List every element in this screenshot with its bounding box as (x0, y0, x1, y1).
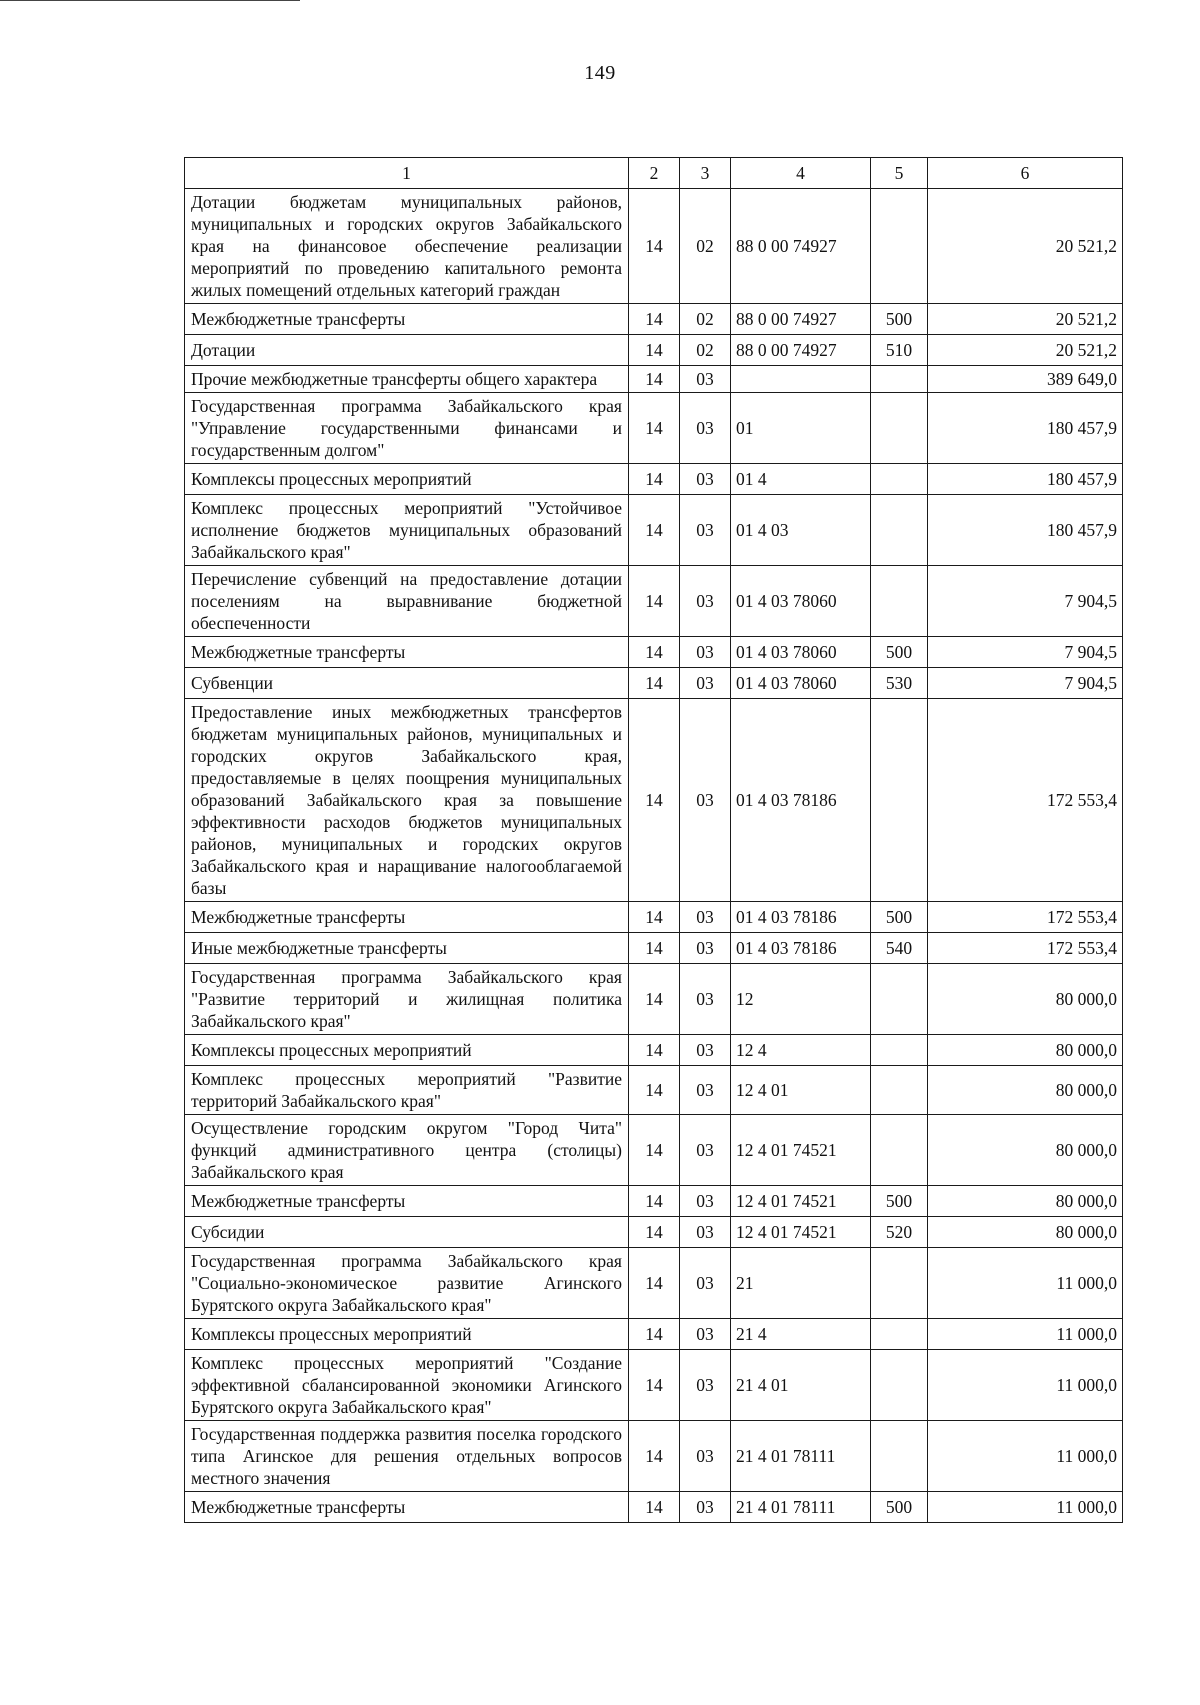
row-subsection: 03 (680, 1492, 731, 1523)
row-subsection: 03 (680, 464, 731, 495)
row-amount: 172 553,4 (928, 699, 1123, 902)
table-row (185, 566, 1123, 637)
row-amount: 180 457,9 (928, 393, 1123, 464)
row-section: 14 (629, 699, 680, 902)
row-name: Комплекс процессных мероприятий "Создание эффективной сбалансированной экономики Агинского Бурятского округа Забайкальского края" (185, 1350, 629, 1421)
row-expense-type (871, 495, 928, 566)
row-expense-type (871, 189, 928, 304)
budget-table (184, 157, 1123, 1523)
row-target-article: 21 4 (731, 1319, 871, 1350)
row-target-article: 01 (731, 393, 871, 464)
row-target-article: 12 4 01 74521 (731, 1115, 871, 1186)
table-row (185, 902, 1123, 933)
row-amount: 11 000,0 (928, 1421, 1123, 1492)
row-target-article: 12 4 01 (731, 1066, 871, 1115)
row-target-article (731, 366, 871, 393)
row-section: 14 (629, 495, 680, 566)
row-expense-type: 500 (871, 1492, 928, 1523)
table-row (185, 335, 1123, 366)
row-amount: 7 904,5 (928, 668, 1123, 699)
top-rule (0, 0, 300, 1)
row-subsection: 03 (680, 933, 731, 964)
table-row (185, 1066, 1123, 1115)
row-amount: 80 000,0 (928, 1186, 1123, 1217)
table-row (185, 1319, 1123, 1350)
row-name: Межбюджетные трансферты (185, 902, 629, 933)
row-subsection: 03 (680, 495, 731, 566)
row-expense-type (871, 1319, 928, 1350)
row-subsection: 03 (680, 1421, 731, 1492)
page-number: 149 (584, 62, 616, 84)
row-target-article: 88 0 00 74927 (731, 335, 871, 366)
row-subsection: 03 (680, 1115, 731, 1186)
row-section: 14 (629, 1350, 680, 1421)
table-row (185, 1035, 1123, 1066)
row-target-article: 21 4 01 78111 (731, 1421, 871, 1492)
row-subsection: 03 (680, 1035, 731, 1066)
row-amount: 180 457,9 (928, 495, 1123, 566)
row-section: 14 (629, 566, 680, 637)
column-header: 4 (731, 158, 871, 189)
table-row (185, 699, 1123, 902)
row-section: 14 (629, 1492, 680, 1523)
row-section: 14 (629, 1186, 680, 1217)
row-expense-type (871, 1248, 928, 1319)
row-expense-type (871, 393, 928, 464)
table-body (185, 189, 1123, 1523)
row-target-article: 01 4 03 78186 (731, 902, 871, 933)
row-expense-type (871, 699, 928, 902)
table-row (185, 964, 1123, 1035)
row-subsection: 03 (680, 393, 731, 464)
table-row (185, 1217, 1123, 1248)
row-amount: 80 000,0 (928, 964, 1123, 1035)
table-row (185, 1350, 1123, 1421)
row-expense-type: 540 (871, 933, 928, 964)
table-row (185, 1248, 1123, 1319)
row-expense-type (871, 566, 928, 637)
row-subsection: 03 (680, 637, 731, 668)
row-amount: 20 521,2 (928, 335, 1123, 366)
row-expense-type: 500 (871, 304, 928, 335)
row-subsection: 03 (680, 1319, 731, 1350)
row-target-article: 01 4 03 78060 (731, 637, 871, 668)
row-section: 14 (629, 1248, 680, 1319)
table-row (185, 189, 1123, 304)
row-expense-type (871, 1035, 928, 1066)
row-amount: 80 000,0 (928, 1115, 1123, 1186)
table-row (185, 393, 1123, 464)
row-section: 14 (629, 1421, 680, 1492)
row-amount: 389 649,0 (928, 366, 1123, 393)
row-subsection: 02 (680, 335, 731, 366)
row-name: Дотации бюджетам муниципальных районов, муниципальных и городских округов Забайкальского края на финансовое обеспечение реализации мероприятий по проведению капитального ремонта жилых помещений отдельных категорий граждан (185, 189, 629, 304)
row-expense-type (871, 964, 928, 1035)
table-row (185, 637, 1123, 668)
row-target-article: 21 (731, 1248, 871, 1319)
row-amount: 80 000,0 (928, 1066, 1123, 1115)
row-amount: 11 000,0 (928, 1248, 1123, 1319)
row-name: Комплекс процессных мероприятий "Устойчивое исполнение бюджетов муниципальных образований Забайкальского края" (185, 495, 629, 566)
table-row (185, 1492, 1123, 1523)
row-name: Межбюджетные трансферты (185, 637, 629, 668)
row-name: Иные межбюджетные трансферты (185, 933, 629, 964)
row-target-article: 88 0 00 74927 (731, 189, 871, 304)
row-name: Межбюджетные трансферты (185, 1492, 629, 1523)
row-target-article: 01 4 03 (731, 495, 871, 566)
row-target-article: 21 4 01 78111 (731, 1492, 871, 1523)
table-row (185, 668, 1123, 699)
row-target-article: 01 4 03 78186 (731, 933, 871, 964)
row-subsection: 03 (680, 902, 731, 933)
column-header: 3 (680, 158, 731, 189)
row-amount: 11 000,0 (928, 1350, 1123, 1421)
row-expense-type (871, 1066, 928, 1115)
row-amount: 11 000,0 (928, 1319, 1123, 1350)
row-subsection: 03 (680, 1248, 731, 1319)
row-section: 14 (629, 393, 680, 464)
row-section: 14 (629, 902, 680, 933)
row-section: 14 (629, 335, 680, 366)
row-target-article: 12 4 01 74521 (731, 1217, 871, 1248)
row-expense-type (871, 464, 928, 495)
row-name: Комплекс процессных мероприятий "Развитие территорий Забайкальского края" (185, 1066, 629, 1115)
row-expense-type (871, 1350, 928, 1421)
row-name: Государственная поддержка развития поселка городского типа Агинское для решения отдельных вопросов местного значения (185, 1421, 629, 1492)
row-target-article: 12 4 (731, 1035, 871, 1066)
row-name: Комплексы процессных мероприятий (185, 1319, 629, 1350)
row-expense-type (871, 1115, 928, 1186)
row-subsection: 03 (680, 1066, 731, 1115)
row-target-article: 12 4 01 74521 (731, 1186, 871, 1217)
row-expense-type (871, 366, 928, 393)
column-header: 1 (185, 158, 629, 189)
row-target-article: 21 4 01 (731, 1350, 871, 1421)
table-row (185, 464, 1123, 495)
row-name: Субсидии (185, 1217, 629, 1248)
row-expense-type (871, 1421, 928, 1492)
row-name: Предоставление иных межбюджетных трансфертов бюджетам муниципальных районов, муниципальных и городских округов Забайкальского края, предоставляемые в целях поощрения муниципальных образований Забайкальского края за повышение эффективности расходов бюджетов муниципальных районов, муниципальных и городских округов Забайкальского края и наращивание налогооблагаемой базы (185, 699, 629, 902)
row-section: 14 (629, 933, 680, 964)
row-subsection: 03 (680, 366, 731, 393)
row-target-article: 88 0 00 74927 (731, 304, 871, 335)
row-name: Государственная программа Забайкальского края "Социально-экономическое развитие Агинского Бурятского округа Забайкальского края" (185, 1248, 629, 1319)
row-subsection: 03 (680, 1217, 731, 1248)
row-name: Комплексы процессных мероприятий (185, 1035, 629, 1066)
row-section: 14 (629, 304, 680, 335)
row-expense-type: 530 (871, 668, 928, 699)
row-name: Прочие межбюджетные трансферты общего характера (185, 366, 629, 393)
row-section: 14 (629, 964, 680, 1035)
table-row (185, 495, 1123, 566)
row-subsection: 03 (680, 566, 731, 637)
table-row (185, 1115, 1123, 1186)
row-name: Межбюджетные трансферты (185, 304, 629, 335)
row-target-article: 01 4 03 78060 (731, 566, 871, 637)
row-subsection: 03 (680, 699, 731, 902)
table-row (185, 304, 1123, 335)
row-target-article: 01 4 03 78186 (731, 699, 871, 902)
row-expense-type: 500 (871, 902, 928, 933)
row-amount: 20 521,2 (928, 189, 1123, 304)
row-amount: 180 457,9 (928, 464, 1123, 495)
row-amount: 7 904,5 (928, 637, 1123, 668)
row-amount: 7 904,5 (928, 566, 1123, 637)
row-name: Дотации (185, 335, 629, 366)
row-name: Государственная программа Забайкальского края "Развитие территорий и жилищная политика Забайкальского края" (185, 964, 629, 1035)
row-section: 14 (629, 637, 680, 668)
table-row (185, 1421, 1123, 1492)
row-section: 14 (629, 1115, 680, 1186)
row-section: 14 (629, 1319, 680, 1350)
row-subsection: 02 (680, 304, 731, 335)
row-subsection: 03 (680, 964, 731, 1035)
table-row (185, 366, 1123, 393)
row-subsection: 03 (680, 668, 731, 699)
row-name: Субвенции (185, 668, 629, 699)
row-section: 14 (629, 189, 680, 304)
row-section: 14 (629, 1066, 680, 1115)
row-amount: 80 000,0 (928, 1217, 1123, 1248)
row-subsection: 03 (680, 1186, 731, 1217)
row-expense-type: 510 (871, 335, 928, 366)
row-subsection: 02 (680, 189, 731, 304)
row-name: Перечисление субвенций на предоставление дотации поселениям на выравнивание бюджетной обеспеченности (185, 566, 629, 637)
table-row (185, 933, 1123, 964)
row-target-article: 01 4 (731, 464, 871, 495)
row-section: 14 (629, 668, 680, 699)
row-section: 14 (629, 464, 680, 495)
row-section: 14 (629, 1217, 680, 1248)
row-section: 14 (629, 1035, 680, 1066)
row-amount: 172 553,4 (928, 933, 1123, 964)
row-target-article: 12 (731, 964, 871, 1035)
row-expense-type: 500 (871, 637, 928, 668)
row-subsection: 03 (680, 1350, 731, 1421)
row-section: 14 (629, 366, 680, 393)
row-amount: 80 000,0 (928, 1035, 1123, 1066)
row-name: Межбюджетные трансферты (185, 1186, 629, 1217)
row-expense-type: 520 (871, 1217, 928, 1248)
header-row (185, 158, 1123, 189)
row-target-article: 01 4 03 78060 (731, 668, 871, 699)
table-row (185, 1186, 1123, 1217)
row-amount: 11 000,0 (928, 1492, 1123, 1523)
column-header: 2 (629, 158, 680, 189)
row-name: Комплексы процессных мероприятий (185, 464, 629, 495)
row-name: Государственная программа Забайкальского края "Управление государственными финансами и государственным долгом" (185, 393, 629, 464)
column-header: 6 (928, 158, 1123, 189)
row-expense-type: 500 (871, 1186, 928, 1217)
row-name: Осуществление городским округом "Город Чита" функций административного центра (столицы) Забайкальского края (185, 1115, 629, 1186)
row-amount: 20 521,2 (928, 304, 1123, 335)
column-header: 5 (871, 158, 928, 189)
row-amount: 172 553,4 (928, 902, 1123, 933)
